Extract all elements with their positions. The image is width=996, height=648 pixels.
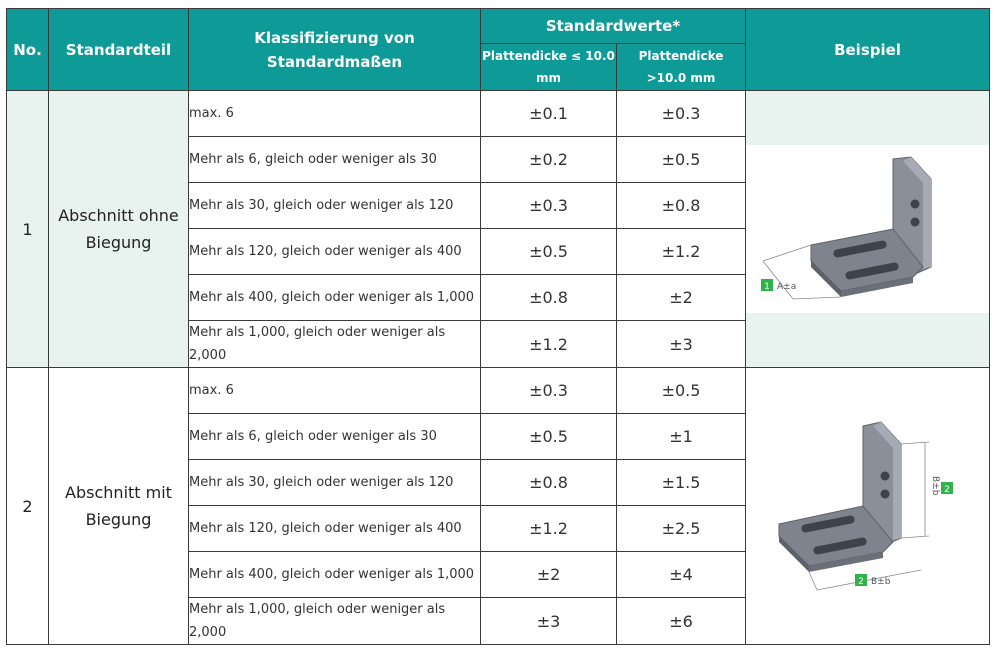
row-number: 1	[7, 91, 49, 368]
value-thin: ±0.8	[481, 460, 617, 506]
classification-cell: max. 6	[189, 91, 481, 137]
badge-1-number: 1	[764, 282, 770, 292]
value-thick: ±3	[617, 321, 746, 368]
value-thin: ±2	[481, 552, 617, 598]
classification-cell: Mehr als 30, gleich oder weniger als 120	[189, 460, 481, 506]
header-thick: Plattendicke >10.0 mm	[617, 44, 746, 91]
value-thin: ±0.2	[481, 137, 617, 183]
badge-2-horizontal-number: 2	[857, 577, 864, 587]
classification-cell: Mehr als 1,000, gleich oder weniger als 2,000	[189, 598, 481, 645]
part-name: Abschnitt mit Biegung	[49, 368, 189, 645]
value-thin: ±3	[481, 598, 617, 645]
value-thick: ±6	[617, 598, 746, 645]
row-number: 2	[7, 368, 49, 645]
value-thick: ±2	[617, 275, 746, 321]
header-example: Beispiel	[746, 9, 990, 91]
header-no: No.	[7, 9, 49, 91]
example-image-2	[746, 368, 990, 645]
value-thin: ±1.2	[481, 506, 617, 552]
header-standard-values: Standardwerte*	[481, 9, 746, 44]
classification-cell: Mehr als 400, gleich oder weniger als 1,000	[189, 275, 481, 321]
classification-cell: Mehr als 30, gleich oder weniger als 120	[189, 183, 481, 229]
classification-cell: Mehr als 400, gleich oder weniger als 1,000	[189, 552, 481, 598]
value-thick: ±0.5	[617, 368, 746, 414]
badge-2-vertical-label: B±b	[929, 476, 940, 496]
value-thick: ±0.5	[617, 137, 746, 183]
value-thick: ±4	[617, 552, 746, 598]
value-thin: ±1.2	[481, 321, 617, 368]
value-thin: ±0.5	[481, 414, 617, 460]
value-thick: ±1.2	[617, 229, 746, 275]
table-row	[7, 91, 990, 137]
value-thin: ±0.1	[481, 91, 617, 137]
badge-1-label: A±a	[777, 282, 797, 292]
part-name: Abschnitt ohne Biegung	[49, 91, 189, 368]
value-thin: ±0.8	[481, 275, 617, 321]
classification-cell: Mehr als 120, gleich oder weniger als 400	[189, 229, 481, 275]
badge-2-horizontal-label: B±b	[870, 577, 890, 587]
badge-2-vertical-number: 2	[943, 485, 950, 495]
value-thin: ±0.3	[481, 183, 617, 229]
value-thin: ±0.5	[481, 229, 617, 275]
value-thick: ±1	[617, 414, 746, 460]
tolerance-table	[6, 8, 990, 645]
value-thin: ±0.3	[481, 368, 617, 414]
classification-cell: Mehr als 120, gleich oder weniger als 400	[189, 506, 481, 552]
classification-cell: Mehr als 1,000, gleich oder weniger als 2,000	[189, 321, 481, 368]
header-thin: Plattendicke ≤ 10.0 mm	[481, 44, 617, 91]
classification-cell: max. 6	[189, 368, 481, 414]
table-row	[7, 368, 990, 414]
example-image-1	[746, 91, 990, 368]
header-classification: Klassifizierung von Standardmaßen	[189, 9, 481, 91]
value-thick: ±0.8	[617, 183, 746, 229]
classification-cell: Mehr als 6, gleich oder weniger als 30	[189, 414, 481, 460]
header-part: Standardteil	[49, 9, 189, 91]
classification-cell: Mehr als 6, gleich oder weniger als 30	[189, 137, 481, 183]
value-thick: ±0.3	[617, 91, 746, 137]
bracket-illustration-1	[753, 149, 983, 309]
bracket-illustration-2	[753, 406, 983, 606]
value-thick: ±2.5	[617, 506, 746, 552]
value-thick: ±1.5	[617, 460, 746, 506]
